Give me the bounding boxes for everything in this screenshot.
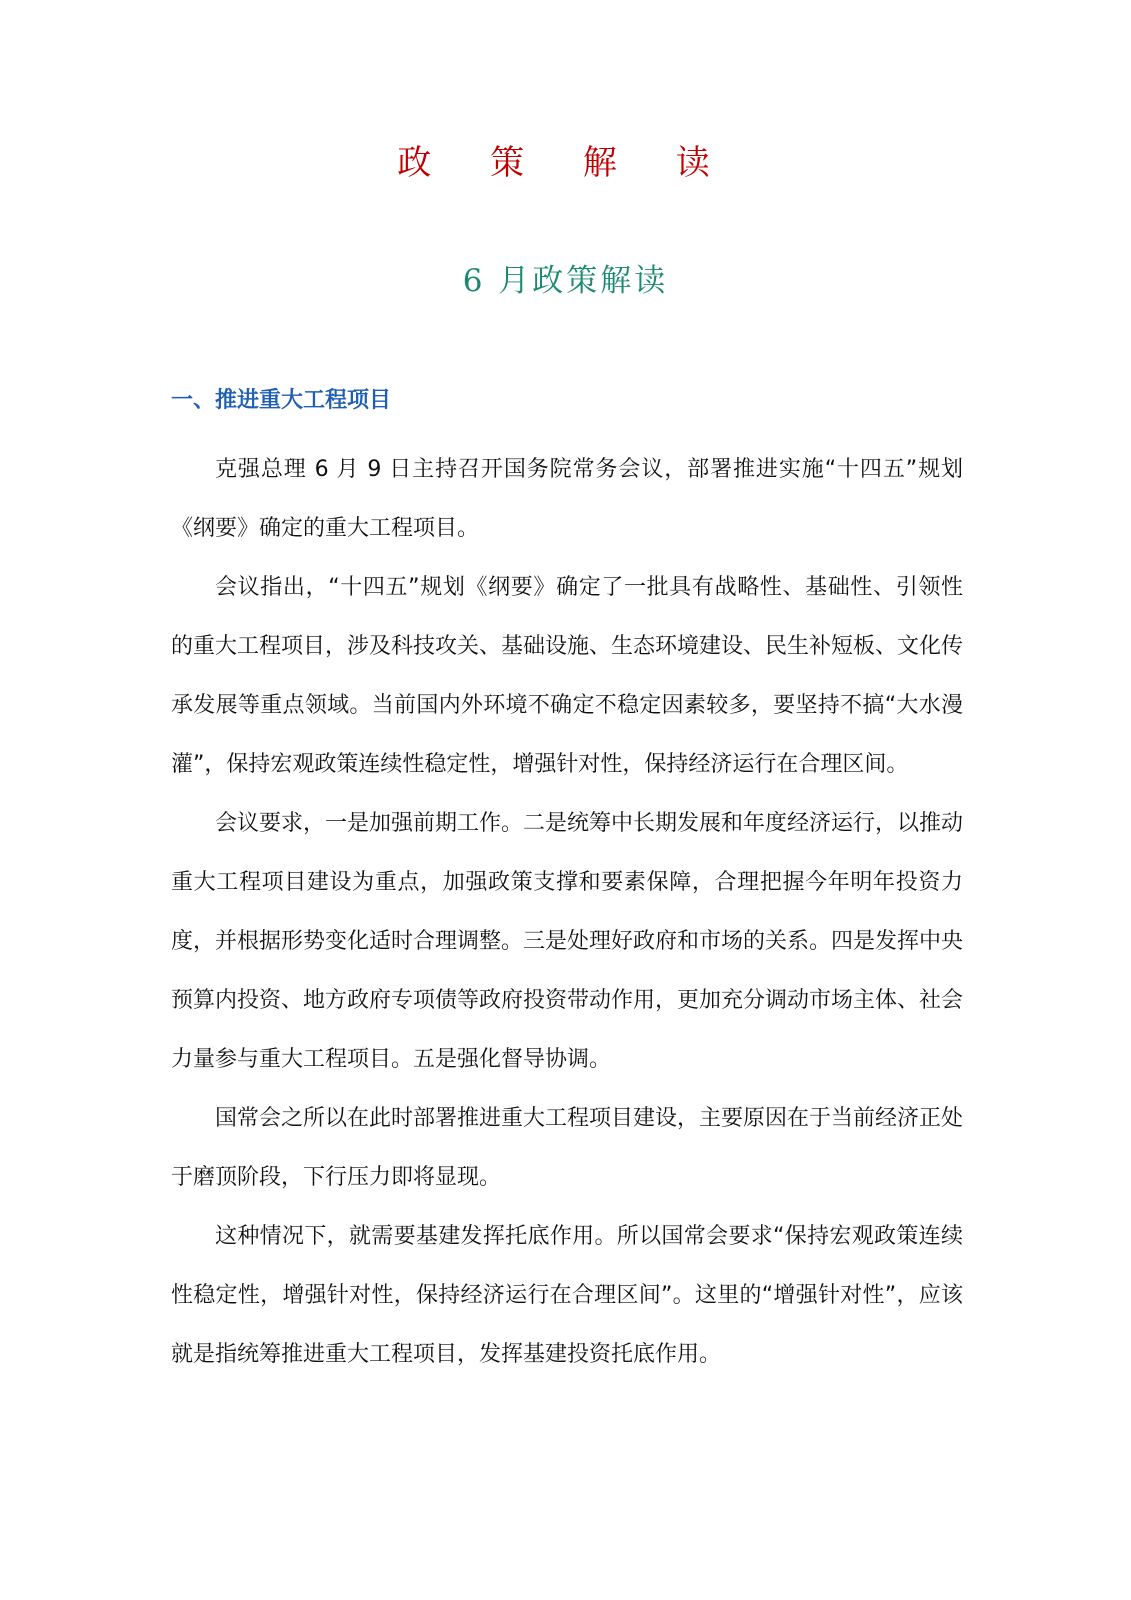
- paragraph: 这种情况下，就需要基建发挥托底作用。所以国常会要求“保持宏观政策连续性稳定性，增强针对性，保持经济运行在合理区间”。这里的“增强针对性”，应该就是指统筹推进重大工程项目，发挥基建投资托底作用。: [171, 1224, 963, 1367]
- paragraph: 克强总理 6 月 9 日主持召开国务院常务会议，部署推进实施“十四五”规划《纲要》确定的重大工程项目。: [171, 457, 963, 541]
- paragraph: 会议指出，“十四五”规划《纲要》确定了一批具有战略性、基础性、引领性的重大工程项目，涉及科技攻关、基础设施、生态环境建设、民生补短板、文化传承发展等重点领域。当前国内外环境不确定不稳定因素较多，要坚持不搞“大水漫灌”，保持宏观政策连续性稳定性，增强针对性，保持经济运行在合理区间。: [171, 575, 964, 777]
- document-header-title: 政 策 解 读: [397, 143, 734, 183]
- document-sub-title: 6 月政策解读: [462, 263, 669, 299]
- paragraph: 会议要求，一是加强前期工作。二是统筹中长期发展和年度经济运行，以推动重大工程项目建设为重点，加强政策支撑和要素保障，合理把握今年明年投资力度，并根据形势变化适时合理调整。三是处理好政府和市场的关系。四是发挥中央预算内投资、地方政府专项债等政府投资带动作用，更加充分调动市场主体、社会力量参与重大工程项目。五是强化督导协调。: [171, 811, 964, 1072]
- paragraph: 国常会之所以在此时部署推进重大工程项目建设，主要原因在于当前经济正处于磨顶阶段，下行压力即将显现。: [171, 1106, 964, 1190]
- document-body: [171, 440, 963, 1384]
- section-heading: 一、推进重大工程项目: [171, 388, 392, 413]
